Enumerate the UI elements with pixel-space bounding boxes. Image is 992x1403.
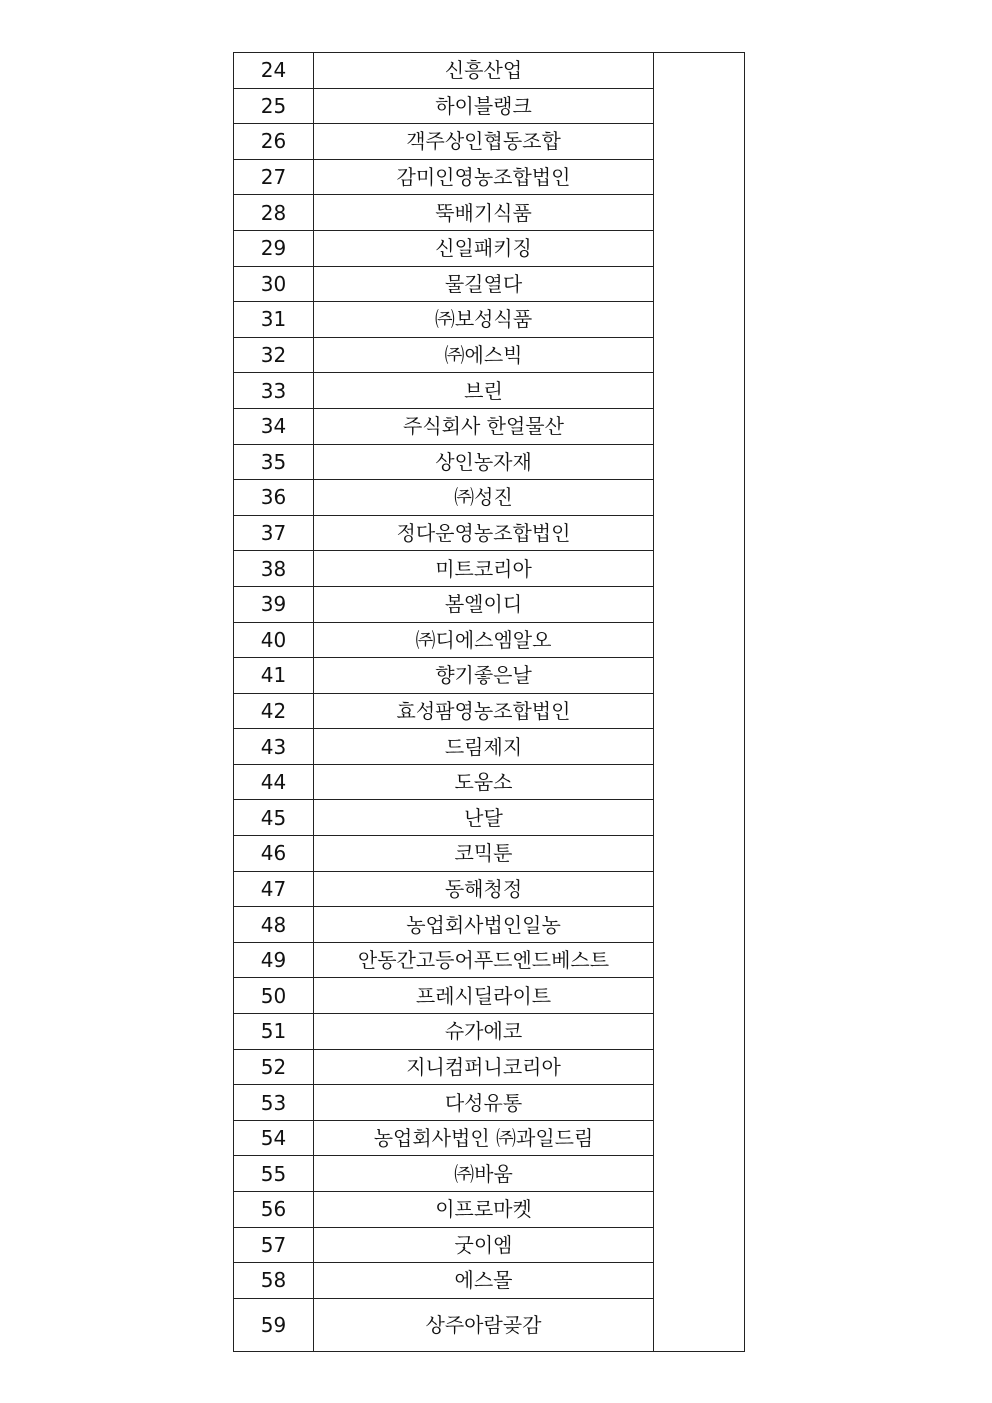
row-number-cell: 42 bbox=[234, 693, 314, 729]
row-number-cell: 30 bbox=[234, 266, 314, 302]
row-number-cell: 24 bbox=[234, 53, 314, 89]
row-number-cell: 50 bbox=[234, 978, 314, 1014]
company-name-cell: 프레시딜라이트 bbox=[314, 978, 654, 1014]
company-name-cell: 주식회사 한얼물산 bbox=[314, 408, 654, 444]
row-number-cell: 28 bbox=[234, 195, 314, 231]
company-name-cell: 굿이엠 bbox=[314, 1227, 654, 1263]
row-number-cell: 26 bbox=[234, 124, 314, 160]
row-number-cell: 49 bbox=[234, 942, 314, 978]
company-name-cell: 하이블랭크 bbox=[314, 88, 654, 124]
table-row bbox=[234, 53, 745, 89]
row-number-cell: 47 bbox=[234, 871, 314, 907]
company-name-cell: 동해청정 bbox=[314, 871, 654, 907]
row-number-cell: 55 bbox=[234, 1156, 314, 1192]
company-name-cell: 드림제지 bbox=[314, 729, 654, 765]
company-name-cell: 향기좋은날 bbox=[314, 658, 654, 694]
row-number-cell: 25 bbox=[234, 88, 314, 124]
row-number-cell: 44 bbox=[234, 764, 314, 800]
row-number-cell: 39 bbox=[234, 586, 314, 622]
table-body bbox=[234, 53, 745, 1352]
company-name-cell: 도움소 bbox=[314, 764, 654, 800]
company-name-cell: 에스몰 bbox=[314, 1263, 654, 1299]
company-name-cell: 신일패키징 bbox=[314, 230, 654, 266]
company-name-cell: 이프로마켓 bbox=[314, 1192, 654, 1228]
company-name-cell: 미트코리아 bbox=[314, 551, 654, 587]
company-name-cell: 코믹툰 bbox=[314, 836, 654, 872]
row-number-cell: 59 bbox=[234, 1298, 314, 1352]
row-number-cell: 43 bbox=[234, 729, 314, 765]
row-number-cell: 37 bbox=[234, 515, 314, 551]
company-name-cell: 상인농자재 bbox=[314, 444, 654, 480]
company-name-cell: 감미인영농조합법인 bbox=[314, 159, 654, 195]
row-number-cell: 46 bbox=[234, 836, 314, 872]
row-number-cell: 32 bbox=[234, 337, 314, 373]
company-name-cell: 농업회사법인 ㈜과일드림 bbox=[314, 1120, 654, 1156]
company-name-cell: 정다운영농조합법인 bbox=[314, 515, 654, 551]
row-number-cell: 29 bbox=[234, 230, 314, 266]
company-name-cell: 다성유통 bbox=[314, 1085, 654, 1121]
company-name-cell: 지니컴퍼니코리아 bbox=[314, 1049, 654, 1085]
row-number-cell: 35 bbox=[234, 444, 314, 480]
company-name-cell: 신흥산업 bbox=[314, 53, 654, 89]
row-number-cell: 40 bbox=[234, 622, 314, 658]
company-name-cell: 안동간고등어푸드엔드베스트 bbox=[314, 942, 654, 978]
row-number-cell: 53 bbox=[234, 1085, 314, 1121]
company-name-cell: ㈜에스빅 bbox=[314, 337, 654, 373]
row-number-cell: 33 bbox=[234, 373, 314, 409]
row-number-cell: 54 bbox=[234, 1120, 314, 1156]
row-number-cell: 52 bbox=[234, 1049, 314, 1085]
row-number-cell: 56 bbox=[234, 1192, 314, 1228]
remarks-cell bbox=[654, 53, 745, 1352]
company-name-cell: ㈜성진 bbox=[314, 480, 654, 516]
company-name-cell: 농업회사법인일농 bbox=[314, 907, 654, 943]
company-name-cell: 브린 bbox=[314, 373, 654, 409]
company-list-table bbox=[233, 52, 745, 1352]
row-number-cell: 38 bbox=[234, 551, 314, 587]
company-name-cell: 효성팜영농조합법인 bbox=[314, 693, 654, 729]
row-number-cell: 57 bbox=[234, 1227, 314, 1263]
row-number-cell: 34 bbox=[234, 408, 314, 444]
company-name-cell: 객주상인협동조합 bbox=[314, 124, 654, 160]
company-name-cell: ㈜바움 bbox=[314, 1156, 654, 1192]
company-name-cell: ㈜디에스엠알오 bbox=[314, 622, 654, 658]
company-name-cell: 슈가에코 bbox=[314, 1014, 654, 1050]
row-number-cell: 41 bbox=[234, 658, 314, 694]
company-name-cell: 물길열다 bbox=[314, 266, 654, 302]
row-number-cell: 27 bbox=[234, 159, 314, 195]
company-name-cell: 뚝배기식품 bbox=[314, 195, 654, 231]
company-name-cell: ㈜보성식품 bbox=[314, 302, 654, 338]
company-name-cell: 봄엘이디 bbox=[314, 586, 654, 622]
row-number-cell: 51 bbox=[234, 1014, 314, 1050]
row-number-cell: 36 bbox=[234, 480, 314, 516]
company-name-cell: 상주아람곶감 bbox=[314, 1298, 654, 1352]
company-name-cell: 난달 bbox=[314, 800, 654, 836]
row-number-cell: 58 bbox=[234, 1263, 314, 1299]
row-number-cell: 45 bbox=[234, 800, 314, 836]
row-number-cell: 31 bbox=[234, 302, 314, 338]
row-number-cell: 48 bbox=[234, 907, 314, 943]
